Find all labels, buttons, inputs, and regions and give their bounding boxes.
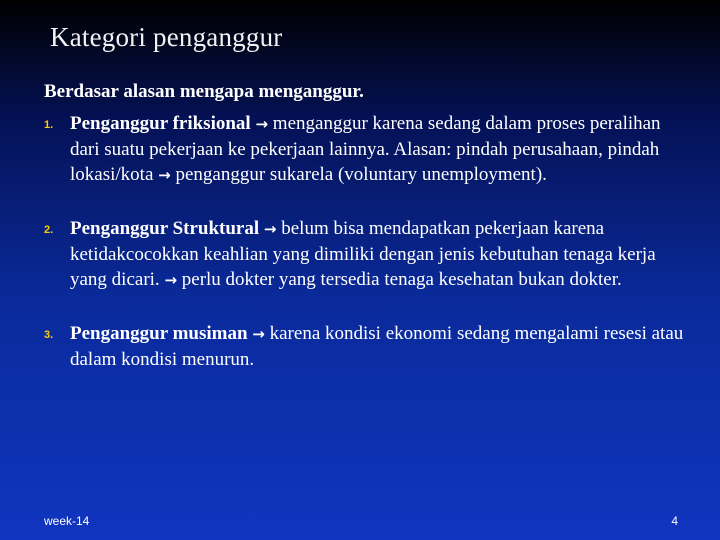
footer-week-label: week-14 bbox=[44, 514, 90, 528]
item-number: 2. bbox=[44, 224, 54, 236]
intro-text: Berdasar alasan mengapa menganggur. bbox=[44, 81, 364, 102]
item-term: Penganggur friksional bbox=[70, 113, 251, 134]
item-description-continued: penganggur sukarela (voluntary unemployment). bbox=[175, 164, 547, 185]
item-term: Penganggur Struktural bbox=[70, 218, 260, 239]
right-arrow-icon: → bbox=[252, 325, 265, 343]
right-arrow-icon: → bbox=[263, 220, 277, 238]
list-item-musiman bbox=[44, 321, 694, 372]
item-number: 1. bbox=[44, 119, 54, 131]
right-arrow-icon: → bbox=[158, 166, 171, 184]
slide-number: 4 bbox=[671, 514, 678, 528]
item-number: 3. bbox=[44, 329, 54, 341]
item-description-continued: perlu dokter yang tersedia tenaga kesehatan bukan dokter. bbox=[181, 269, 622, 290]
right-arrow-icon: → bbox=[255, 115, 269, 133]
list-item-friksional bbox=[44, 111, 694, 188]
item-description: belum bisa mendapatkan pekerjaan karena ketidakcocokkan keahlian yang dimiliki dengan jenis kebutuhan tenaga kerja yang dicari. bbox=[70, 218, 656, 290]
item-term: Penganggur musiman bbox=[70, 323, 248, 344]
right-arrow-icon: → bbox=[164, 271, 178, 289]
list-item-struktural bbox=[44, 216, 694, 293]
item-description: karena kondisi ekonomi sedang mengalami resesi atau dalam kondisi menurun. bbox=[70, 323, 684, 370]
category-list bbox=[44, 111, 694, 372]
item-description: menganggur karena sedang dalam proses peralihan dari suatu pekerjaan ke pekerjaan lainnya. Alasan: pindah perusahaan, pindah lokasi/kota bbox=[70, 113, 661, 185]
slide-title: Kategori penganggur bbox=[50, 22, 283, 52]
